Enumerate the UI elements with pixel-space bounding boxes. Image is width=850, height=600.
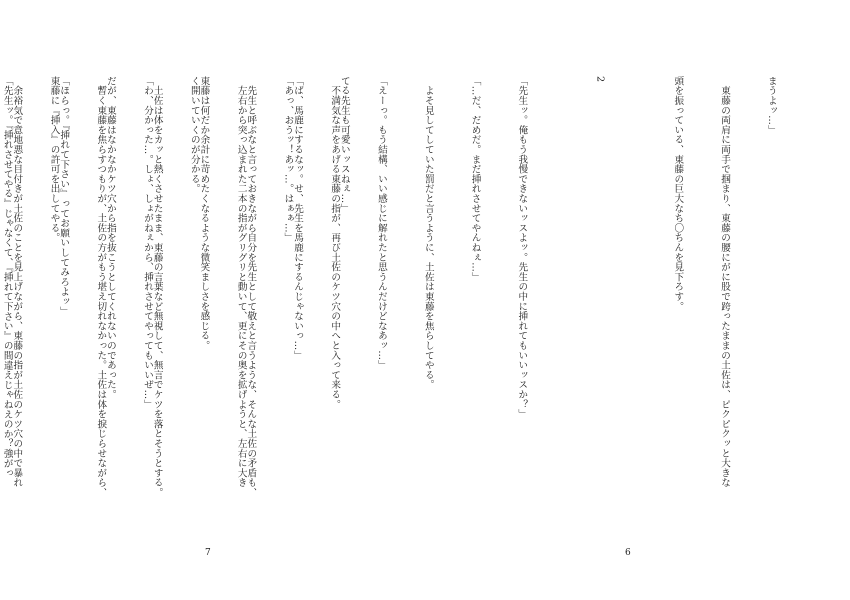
text-line: く開いていくのが分かる。	[188, 76, 200, 194]
text-line: 「えーっ。もう結構、いい感じに解れたと思うんだけどなあッ…」	[375, 76, 387, 370]
text-line: 東藤の両肩に両手で掴まり、東藤の腰にがに股で跨ったままの土佐は、ピクピクッと大きな	[719, 76, 731, 488]
text-line: 「ば、馬鹿にするなッ。せ、先生を馬鹿にするんじゃないっ…」	[292, 76, 304, 361]
text-line: 「ほらっ。『挿れて下さい』ってお願いしてみろよッ」	[58, 76, 70, 317]
text-line: 頭を振っている、東藤の巨大なち〇ちんを見下ろす。	[672, 76, 684, 312]
text-line: 「あっ、おうッ！あッ…。はぁぁ…」	[282, 76, 294, 243]
text-line: よそ見してしていた罰だと言うように、土佐は東藤を焦らしてやる。	[422, 76, 434, 390]
text-line: だが、東藤はなかなかケツ穴から指を抜こうとしてくれないのであった。	[104, 76, 116, 400]
text-line: 東藤に『挿入』の許可を出してやる。	[48, 76, 60, 243]
text-line: 余裕気で意地悪な目付きが土佐のことを見上げながら、東藤の指が土佐のケツ穴の中で暴れ	[11, 76, 23, 488]
text-line: 土佐は体をカッと熱くさせたまま、東藤の言葉など無視して、無言でケツを落とそうとする。	[151, 76, 163, 498]
text-line: 左右から突っ込まれた二本の指がグリグリと動いて、更にその奥を拡げようと、左右に大き	[235, 76, 247, 488]
text-line: 不満気な声をあげる東藤の指が、再び土佐のケツ穴の中へと入って来る。	[329, 76, 341, 410]
text-line: 東藤は何だか余計に苛めたくなるような微笑ましさを感じる。	[198, 76, 210, 351]
text-line: 先生と呼ぶなと言っておきながら自分を先生として敬えと言うような、そんな土佐の矛盾も、	[245, 76, 257, 498]
text-line: 「先生ッ。俺もう我慢できないッスよッ。先生の中に挿れてもいいッスか？」	[516, 76, 528, 419]
text-line: まうよッ…」	[765, 76, 777, 135]
page-number: 7	[205, 548, 211, 558]
text-line: 暫く東藤を焦らすつもりが、土佐の方がもう堪え切れなかった。土佐は体を捩じらせながら、	[95, 76, 107, 498]
text-line: 「わ、分かった…。しょ、しょがねぇから、挿れさせてやってもいいぜ…」	[142, 76, 154, 410]
page-number: 6	[625, 548, 631, 558]
text-line: 「…だ、だめだ。まだ挿れさせてやんねぇ…」	[469, 76, 481, 282]
text-line: 「先生ッ。『挿れさせてやる』じゃなくて、『挿れて下さい』の間違えじゃねえのか？強がっ	[1, 76, 13, 478]
section-number: 2	[594, 76, 606, 83]
text-line: てる先生も可愛いッスねぇ…」	[338, 76, 350, 214]
